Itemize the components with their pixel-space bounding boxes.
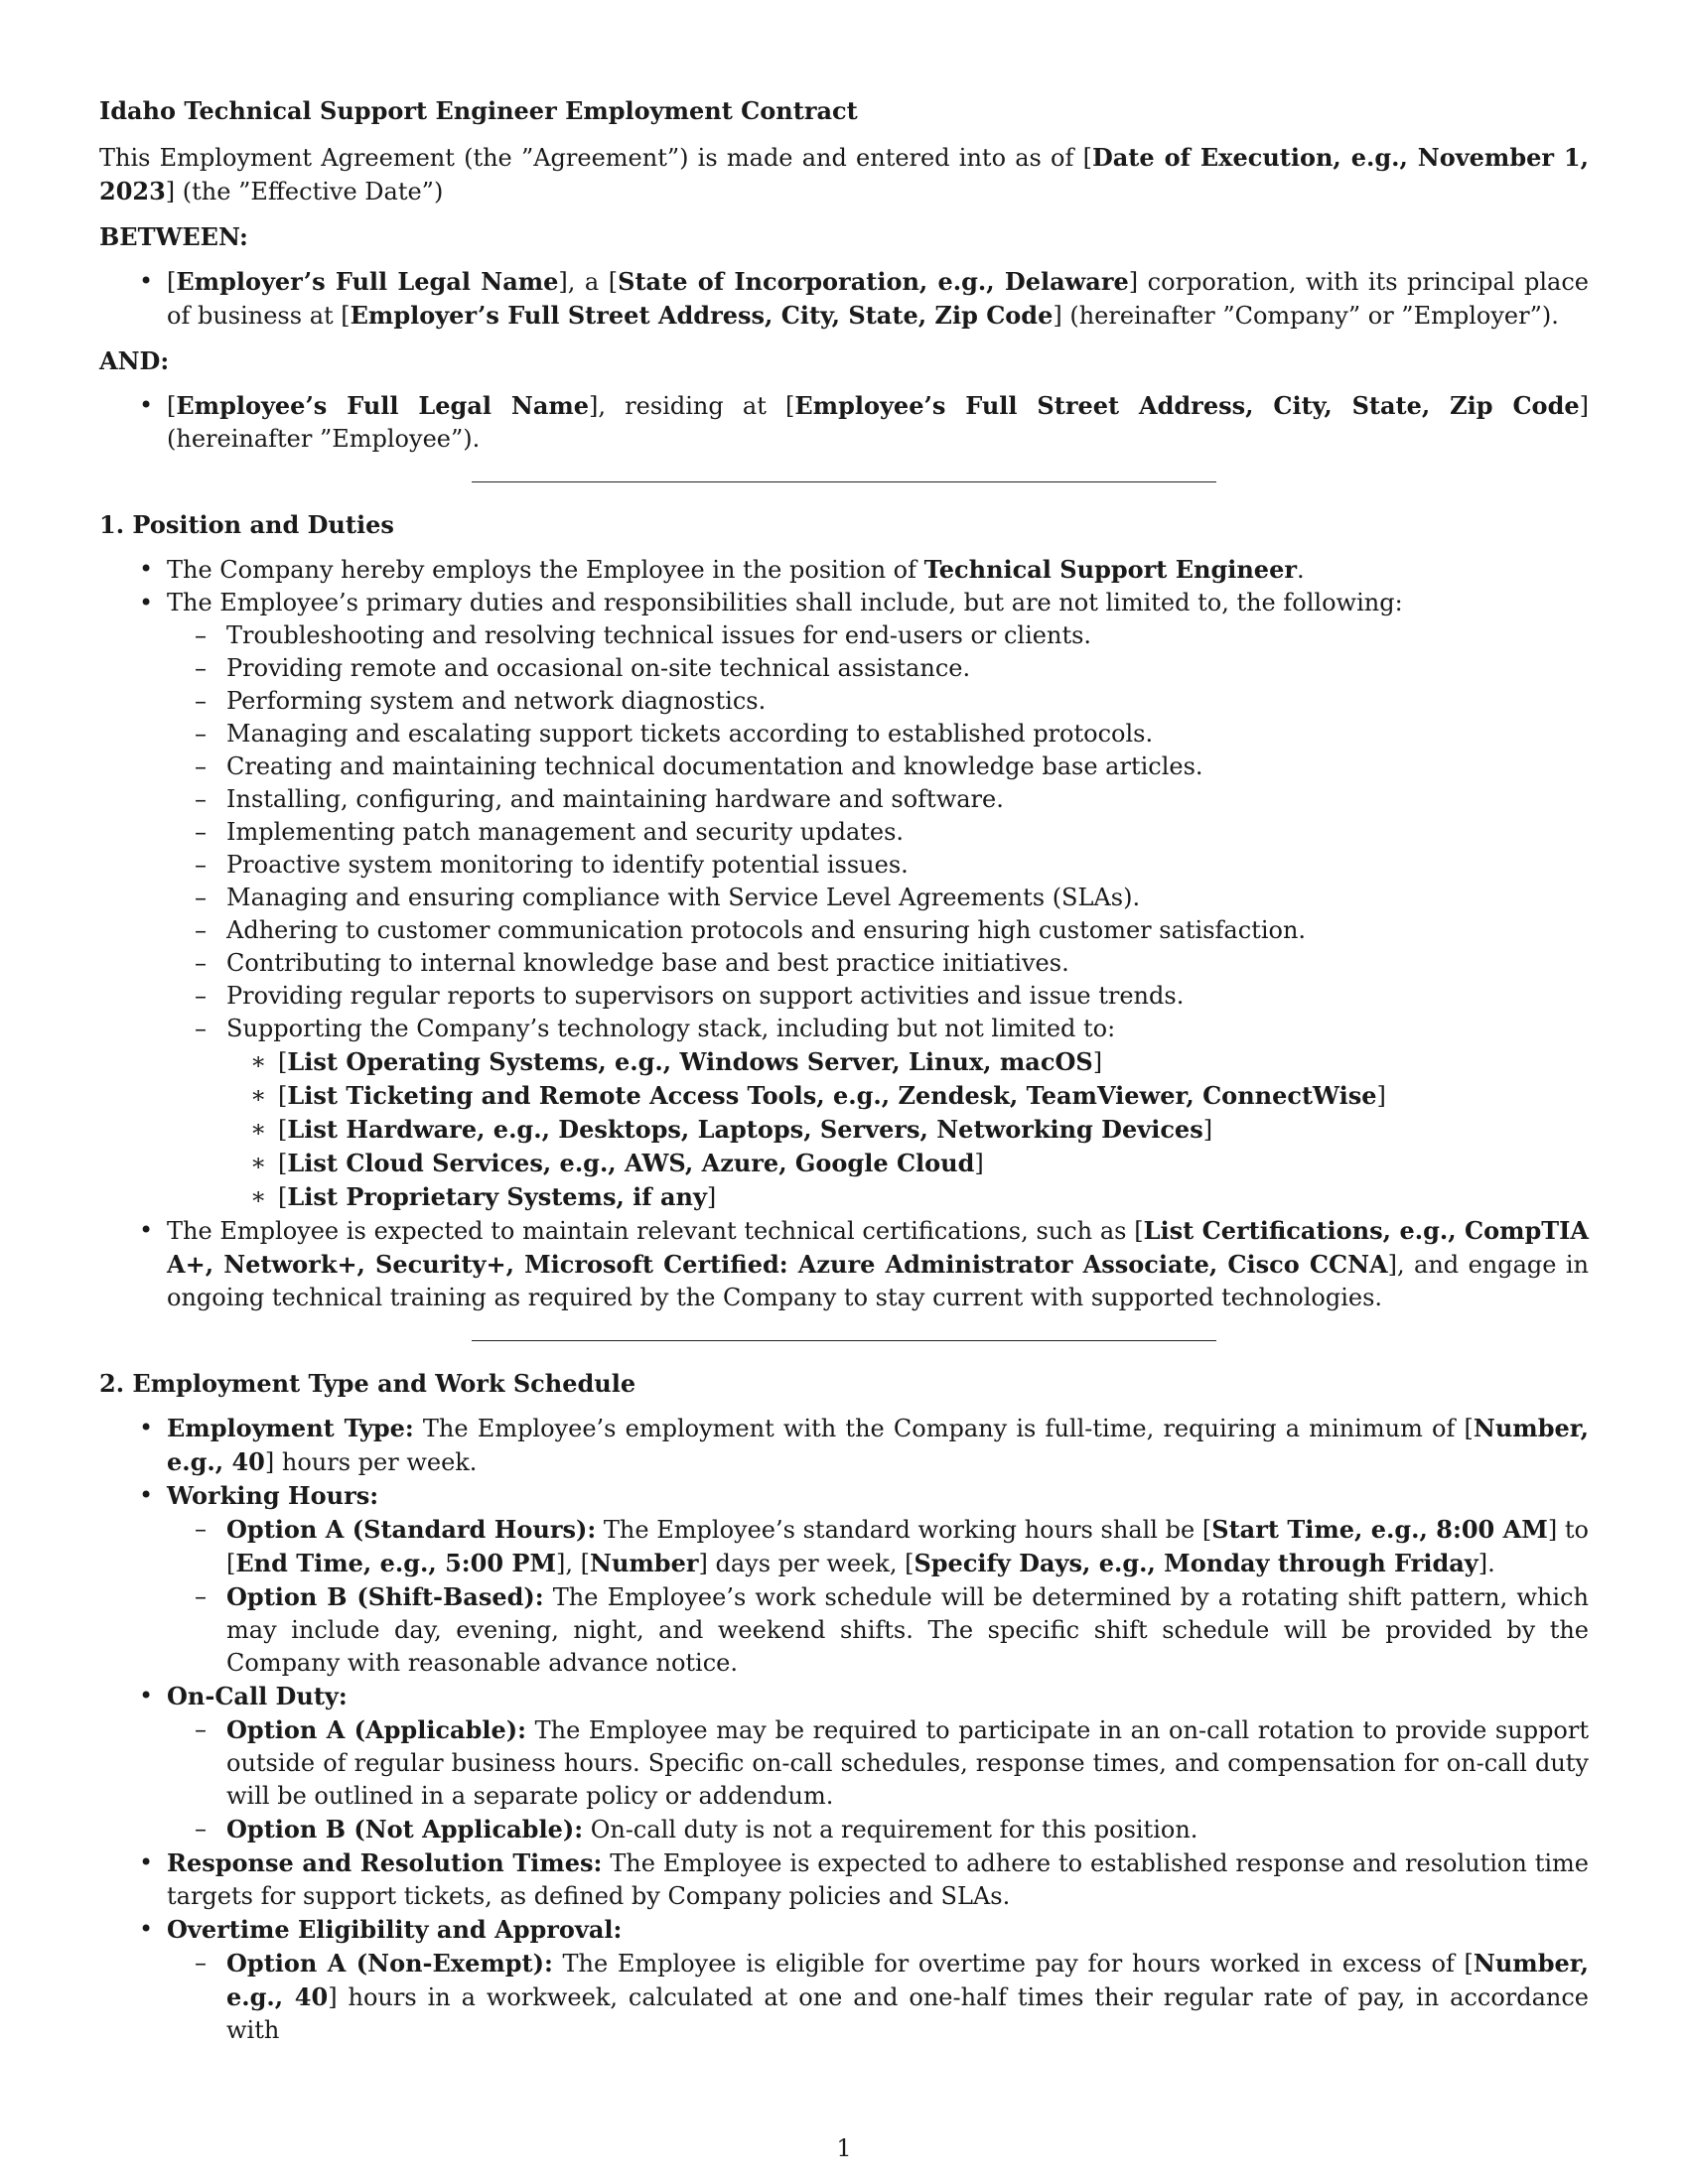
tech-stack-item: ∗ [List Cloud Services, e.g., AWS, Azure, Google Cloud] (226, 1147, 1589, 1180)
between-heading: BETWEEN: (99, 222, 248, 251)
tech-stack-item: ∗ [List Hardware, e.g., Desktops, Laptops, Servers, Networking Devices] (226, 1113, 1589, 1147)
section-1-list (99, 553, 1589, 1314)
working-hours-options (167, 1513, 1589, 1680)
duty-item: – Providing regular reports to supervisors on support activities and issue trends. (167, 980, 1589, 1013)
overtime-item: • Overtime Eligibility and Approval: – Option A (Non-Exempt): The Employee is eligible for overtime pay for hours worked in excess of [Number, e.g., 40] hours in a workweek, calculated at one and one-half times their regular rate of pay, in accordance with (99, 1913, 1589, 2047)
hours-option-a: – Option A (Standard Hours): The Employee’s standard working hours shall be [Start Time, e.g., 8:00 AM] to [End Time, e.g., 5:00 PM], [Number] days per week, [Specify Days, e.g., Monday through Friday]. (167, 1513, 1589, 1580)
horizontal-divider (472, 481, 1216, 482)
on-call-item: • On-Call Duty: – Option A (Applicable): The Employee may be required to participate in an on-call rotation to provide support outside of regular business hours. Specific on-call schedules, response times, and compensation for on-call duty will be outlined in a separate policy or addendum. – Option B (Not Applicable): On-call duty is not a requirement for this position. (99, 1680, 1589, 1846)
duties-item: • The Employee’s primary duties and responsibilities shall include, but are not limited to, the following: – Troubleshooting and resolving technical issues for end-users or clients. – Providing remote and occasional on-site technical assistance. – Performing system and network diagnostics. – Managing and escalating support tickets according to established protocols. – Creating and maintaining technical documentation and knowledge base articles. – Installing, configuring, and maintaining hardware and software. – Implementing patch management and security updates. – Proactive system monitoring to identify potential issues. – Managing and ensuring compliance with Service Level Agreements (SLAs). – Adhering to customer communication protocols and ensuring high customer satisfaction. – Contributing to internal knowledge base and best practice initiatives. – Providing regular reports to supervisors on support activities and issue trends. – Supporting the Company’s technology stack, including but not limited to: ∗ [List Operating Systems, e.g., Windows Server, Linux, macOS] ∗ [List Ticketing and Remote Access Tools, e.g., Zendesk, TeamViewer, ConnectWise] ∗ [List Hardware, e.g., Desktops, Laptops, Servers, Networking Devices] ∗ [List Cloud Services, e.g., AWS, Azure, Google Cloud] ∗ [List Proprietary Systems, if any] (99, 587, 1589, 1214)
section-2-title: 2. Employment Type and Work Schedule (99, 1369, 636, 1398)
response-times-item: • Response and Resolution Times: The Employee is expected to adhere to established response and resolution time targets for support tickets, as defined by Company policies and SLAs. (99, 1846, 1589, 1913)
duty-item: – Proactive system monitoring to identify potential issues. (167, 849, 1589, 882)
tech-stack-item: ∗ [List Ticketing and Remote Access Tools, e.g., Zendesk, TeamViewer, ConnectWise] (226, 1079, 1589, 1113)
document-page (99, 94, 1589, 2059)
employee-item: • [Employee’s Full Legal Name], residing at [Employee’s Full Street Address, City, State, Zip Code] (hereinafter ”Employee”). (99, 389, 1589, 456)
page-number: 1 (836, 2134, 852, 2162)
duty-item: – Performing system and network diagnostics. (167, 685, 1589, 718)
duty-item: – Managing and ensuring compliance with Service Level Agreements (SLAs). (167, 882, 1589, 914)
duty-item: – Providing remote and occasional on-site technical assistance. (167, 652, 1589, 685)
tech-stack-item: ∗ [List Proprietary Systems, if any] (226, 1180, 1589, 1214)
position-item: • The Company hereby employs the Employee in the position of Technical Support Engineer. (99, 553, 1589, 587)
section-1-title: 1. Position and Duties (99, 510, 394, 539)
duties-list (167, 619, 1589, 1214)
duty-item: – Creating and maintaining technical documentation and knowledge base articles. (167, 751, 1589, 783)
duty-item: – Managing and escalating support tickets according to established protocols. (167, 718, 1589, 751)
employee-list (99, 389, 1589, 456)
and-heading: AND: (99, 346, 170, 375)
employer-list (99, 265, 1589, 333)
duty-item: – Implementing patch management and security updates. (167, 816, 1589, 849)
on-call-options (167, 1713, 1589, 1846)
overtime-options (167, 1947, 1589, 2047)
horizontal-divider (472, 1340, 1216, 1341)
certifications-item: • The Employee is expected to maintain relevant technical certifications, such as [List Certifications, e.g., CompTIA A+, Network+, Security+, Microsoft Certified: Azure Administrator Associate, Cisco CCNA], and engage in ongoing technical training as required by the Company to stay current with supported technologies. (99, 1214, 1589, 1314)
employment-type-item: • Employment Type: The Employee’s employment with the Company is full-time, requiring a minimum of [Number, e.g., 40] hours per week. (99, 1412, 1589, 1479)
tech-stack-list (226, 1045, 1589, 1214)
overtime-option-a: – Option A (Non-Exempt): The Employee is eligible for overtime pay for hours worked in excess of [Number, e.g., 40] hours in a workweek, calculated at one and one-half times their regular rate of pay, in accordance with (167, 1947, 1589, 2047)
employer-item: • [Employer’s Full Legal Name], a [State of Incorporation, e.g., Delaware] corporation, with its principal place of business at [Employer’s Full Street Address, City, State, Zip Code] (hereinafter ”Company” or ”Employer”). (99, 265, 1589, 333)
effective-date-placeholder: Date of Execution, e.g., November 1, 2023 (99, 143, 1589, 205)
hours-option-b: – Option B (Shift-Based): The Employee’s work schedule will be determined by a rotating shift pattern, which may include day, evening, night, and weekend shifts. The specific shift schedule will be provided by the Company with reasonable advance notice. (167, 1580, 1589, 1680)
document-title: Idaho Technical Support Engineer Employment Contract (99, 96, 858, 125)
tech-stack-item: ∗ [List Operating Systems, e.g., Windows Server, Linux, macOS] (226, 1045, 1589, 1079)
on-call-option-a: – Option A (Applicable): The Employee may be required to participate in an on-call rotation to provide support outside of regular business hours. Specific on-call schedules, response times, and compensation for on-call duty will be outlined in a separate policy or addendum. (167, 1713, 1589, 1813)
working-hours-item: • Working Hours: – Option A (Standard Hours): The Employee’s standard working hours shall be [Start Time, e.g., 8:00 AM] to [End Time, e.g., 5:00 PM], [Number] days per week, [Specify Days, e.g., Monday through Friday]. – Option B (Shift-Based): The Employee’s work schedule will be determined by a rotating shift pattern, which may include day, evening, night, and weekend shifts. The specific shift schedule will be provided by the Company with reasonable advance notice. (99, 1479, 1589, 1680)
duty-item: – Contributing to internal knowledge base and best practice initiatives. (167, 947, 1589, 980)
duty-item: – Troubleshooting and resolving technical issues for end-users or clients. (167, 619, 1589, 652)
on-call-option-b: – Option B (Not Applicable): On-call duty is not a requirement for this position. (167, 1813, 1589, 1846)
duty-item: – Supporting the Company’s technology stack, including but not limited to: ∗ [List Operating Systems, e.g., Windows Server, Linux, macOS] ∗ [List Ticketing and Remote Access Tools, e.g., Zendesk, TeamViewer, ConnectWise] ∗ [List Hardware, e.g., Desktops, Laptops, Servers, Networking Devices] ∗ [List Cloud Services, e.g., AWS, Azure, Google Cloud] ∗ [List Proprietary Systems, if any] (167, 1013, 1589, 1214)
duty-item: – Installing, configuring, and maintaining hardware and software. (167, 783, 1589, 816)
duty-item: – Adhering to customer communication protocols and ensuring high customer satisfaction. (167, 914, 1589, 947)
intro-paragraph: This Employment Agreement (the ”Agreement”) is made and entered into as of [Date of Execution, e.g., November 1, 2023] (the ”Effective Date”) (99, 143, 1589, 205)
section-2-list (99, 1412, 1589, 2047)
